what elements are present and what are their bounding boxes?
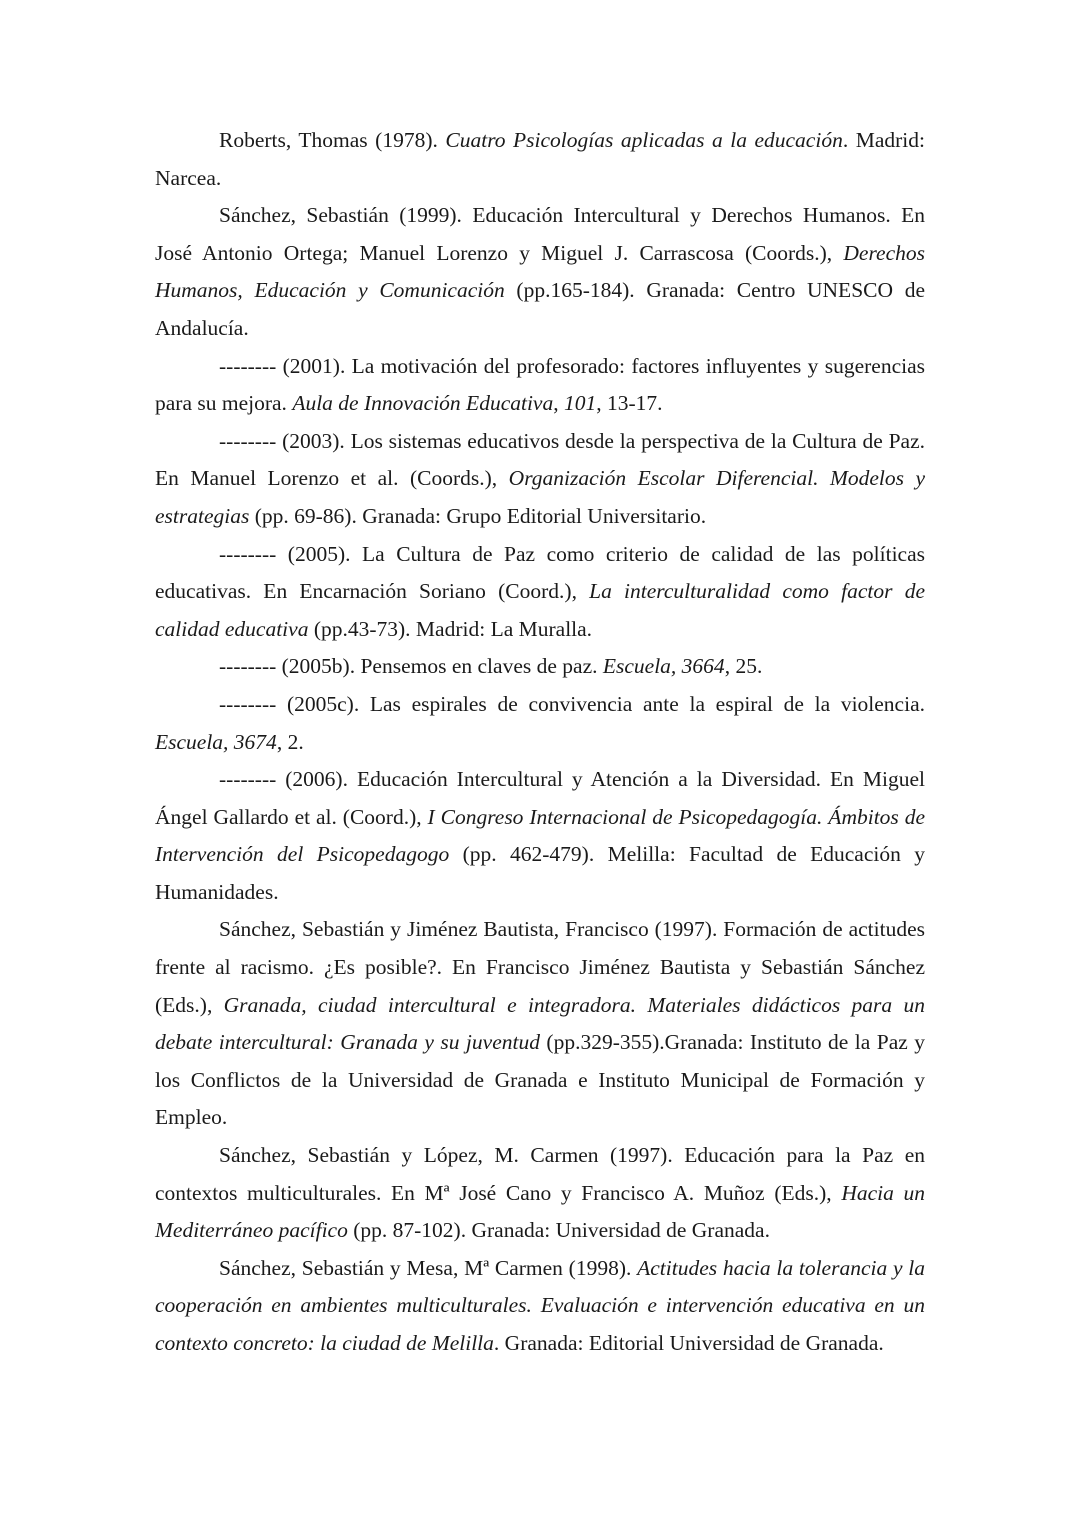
reference-title: Hacia un Mediterráneo pacífico xyxy=(155,1180,925,1243)
reference-text: (pp. 87-102). Granada: Universidad de Granada. xyxy=(347,1218,770,1243)
reference-entry-sanchez-mesa-1998 xyxy=(155,1250,925,1363)
reference-entry-sanchez-2006 xyxy=(155,761,925,911)
reference-text: . Granada: Editorial Universidad de Granada. xyxy=(493,1331,884,1355)
reference-entry-sanchez-2005c xyxy=(155,686,925,761)
reference-text: (pp. 462-479). Melilla: Facultad de Educación y Humanidades. xyxy=(155,842,925,904)
reference-title: Organización Escolar Diferencial. Modelos y estrategias xyxy=(155,466,926,528)
reference-entry-sanchez-lopez-1997 xyxy=(155,1137,925,1250)
reference-entry-sanchez-1999 xyxy=(155,197,925,347)
reference-entry-sanchez-2005b xyxy=(155,648,925,686)
reference-text: . Madrid: Narcea. xyxy=(155,128,925,190)
reference-entry-sanchez-2005 xyxy=(155,536,925,649)
reference-text: -------- (2001). La motivación del profesorado: factores influyentes y sugerencias para su mejora. xyxy=(155,353,925,416)
reference-text: -------- (2005b). Pensemos en claves de paz. xyxy=(219,654,603,679)
reference-text: (pp.43-73). Madrid: La Muralla. xyxy=(308,616,593,641)
bibliography-page xyxy=(155,122,925,1363)
reference-journal: Escuela, 3664 xyxy=(602,654,725,679)
reference-volume: 101 xyxy=(563,391,597,416)
reference-text: Sánchez, Sebastián (1999). Educación Intercultural y Derechos Humanos. En José Antonio Ortega; Manuel Lorenzo y Miguel J. Carrascosa (Coords.), xyxy=(155,203,925,265)
reference-journal: Escuela, 3674 xyxy=(155,729,277,754)
reference-text: , 25. xyxy=(724,654,763,679)
reference-text: (pp.329-355).Granada: Instituto de la Paz y los Conflictos de la Universidad de Granada e Instituto Municipal de Formación y Empleo. xyxy=(155,1030,925,1130)
reference-title: Derechos Humanos, Educación y Comunicación xyxy=(155,240,925,303)
reference-journal: Aula de Innovación Educativa xyxy=(292,391,554,416)
reference-text: (pp. 69-86). Granada: Grupo Editorial Universitario. xyxy=(249,503,707,528)
reference-text: -------- (2005). La Cultura de Paz como criterio de calidad de las políticas educativas. En Encarnación Soriano (Coord.), xyxy=(155,541,925,604)
reference-title: Actitudes hacia la tolerancia y la cooperación en ambientes multiculturales. Evaluación e intervención educativa en un contexto concreto: la ciudad de Melilla xyxy=(155,1255,925,1355)
reference-text: Roberts, Thomas (1978). xyxy=(219,128,446,152)
reference-text: , 13-17. xyxy=(596,391,663,416)
reference-text: Sánchez, Sebastián y López, M. Carmen (1997). Educación para la Paz en contextos multiculturales. En Mª José Cano y Francisco A. Muñoz (Eds.), xyxy=(155,1143,925,1205)
reference-text: -------- (2003). Los sistemas educativos desde la perspectiva de la Cultura de Paz. En Manuel Lorenzo et al. (Coords.), xyxy=(155,428,925,491)
reference-entry-sanchez-jimenez-1997 xyxy=(155,911,925,1137)
reference-text: , 2. xyxy=(276,729,304,754)
reference-title: La interculturalidad como factor de calidad educativa xyxy=(155,579,925,641)
reference-title: Cuatro Psicologías aplicadas a la educación xyxy=(445,128,843,152)
reference-entry-sanchez-2003 xyxy=(155,423,925,536)
reference-entry-sanchez-2001 xyxy=(155,348,925,423)
reference-text: Sánchez, Sebastián y Jiménez Bautista, Francisco (1997). Formación de actitudes frente al racismo. ¿Es posible?. En Francisco Jiménez Bautista y Sebastián Sánchez (Eds.), xyxy=(155,917,925,1017)
reference-text: Sánchez, Sebastián y Mesa, Mª Carmen (1998). xyxy=(219,1255,638,1280)
reference-text: , xyxy=(553,391,564,416)
reference-text: (pp.165-184). Granada: Centro UNESCO de Andalucía. xyxy=(155,278,925,340)
reference-title: I Congreso Internacional de Psicopedagogía. Ámbitos de Intervención del Psicopedagogo xyxy=(155,804,925,867)
reference-text: -------- (2006). Educación Intercultural y Atención a la Diversidad. En Miguel Ángel Gallardo et al. (Coord.), xyxy=(155,767,925,829)
reference-title: Granada, ciudad intercultural e integradora. Materiales didácticos para un debate intercultural: Granada y su juventud xyxy=(155,992,925,1055)
reference-text: -------- (2005c). Las espirales de convivencia ante la espiral de la violencia. xyxy=(219,691,925,716)
reference-entry-roberts-1978 xyxy=(155,122,925,197)
